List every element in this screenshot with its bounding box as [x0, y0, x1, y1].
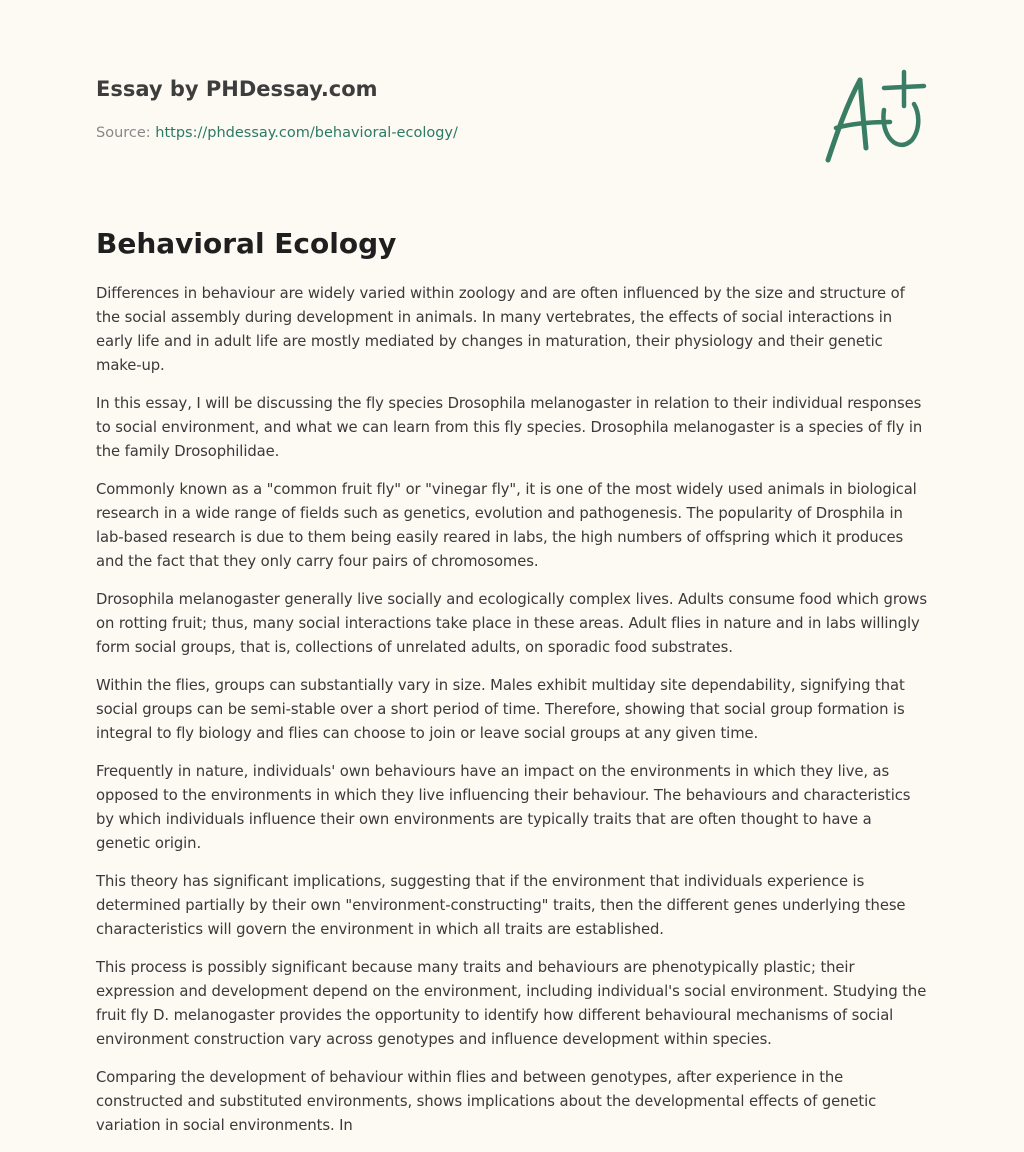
- essay-paragraph: Comparing the development of behaviour within flies and between genotypes, after experience in the constructed and substituted environments, shows implications about the developmental effects of genetic variation in social environments. In: [96, 1069, 877, 1134]
- source-link[interactable]: https://phdessay.com/behavioral-ecology/: [155, 125, 458, 141]
- a-plus-logo-icon: [818, 66, 930, 166]
- source-line: [96, 123, 796, 143]
- essay-paragraph: Drosophila melanogaster generally live socially and ecologically complex lives. Adults consume food which grows on rotting fruit; thus, many social interactions take place in these areas. Adult flies in nature and in labs willingly form social groups, that is, collections of unrelated adults, on sporadic food substrates.: [96, 591, 928, 656]
- essay-paragraph: Commonly known as a "common fruit fly" or "vinegar fly", it is one of the most widely used animals in biological research in a wide range of fields such as genetics, evolution and pathogenesis. The popularity of Drosphila in lab-based research is due to them being easily reared in labs, the high numbers of offspring which it produces and the fact that they only carry four pairs of chromosomes.: [96, 481, 917, 570]
- essay-title: Behavioral Ecology: [96, 227, 397, 260]
- brand-title: Essay by PHDessay.com: [96, 77, 378, 101]
- essay-paragraph: Frequently in nature, individuals' own behaviours have an impact on the environments in which they live, as opposed to the environments in which they live influencing their behaviour. The behaviours and characteristics by which individuals influence their own environments are typically traits that are often thought to have a genetic origin.: [96, 763, 911, 852]
- essay-article: [96, 224, 930, 1152]
- essay-paragraph: Within the flies, groups can substantially vary in size. Males exhibit multiday site dependability, signifying that social groups can be semi-stable over a short period of time. Therefore, showing that social group formation is integral to fly biology and flies can choose to join or leave social groups at any given time.: [96, 677, 905, 742]
- essay-header: [96, 74, 796, 143]
- essay-paragraph: This theory has significant implications, suggesting that if the environment that individuals experience is determined partially by their own "environment-constructing" traits, then the different genes underlying these characteristics will govern the environment in which all traits are established.: [96, 873, 906, 938]
- essay-paragraph: This process is possibly significant because many traits and behaviours are phenotypically plastic; their expression and development depend on the environment, including individual's social environment. Studying the fruit fly D. melanogaster provides the opportunity to identify how different behavioural mechanisms of social environment construction vary across genotypes and influence development within species.: [96, 959, 927, 1048]
- essay-paragraph: Differences in behaviour are widely varied within zoology and are often influenced by the size and structure of the social assembly during development in animals. In many vertebrates, the effects of social interactions in early life and in adult life are mostly mediated by changes in maturation, their physiology and their genetic make-up.: [96, 285, 905, 374]
- source-label: Source:: [96, 125, 156, 141]
- essay-paragraph: In this essay, I will be discussing the fly species Drosophila melanogaster in relation to their individual responses to social environment, and what we can learn from this fly species. Drosophila melanogaster is a species of fly in the family Drosophilidae.: [96, 395, 923, 460]
